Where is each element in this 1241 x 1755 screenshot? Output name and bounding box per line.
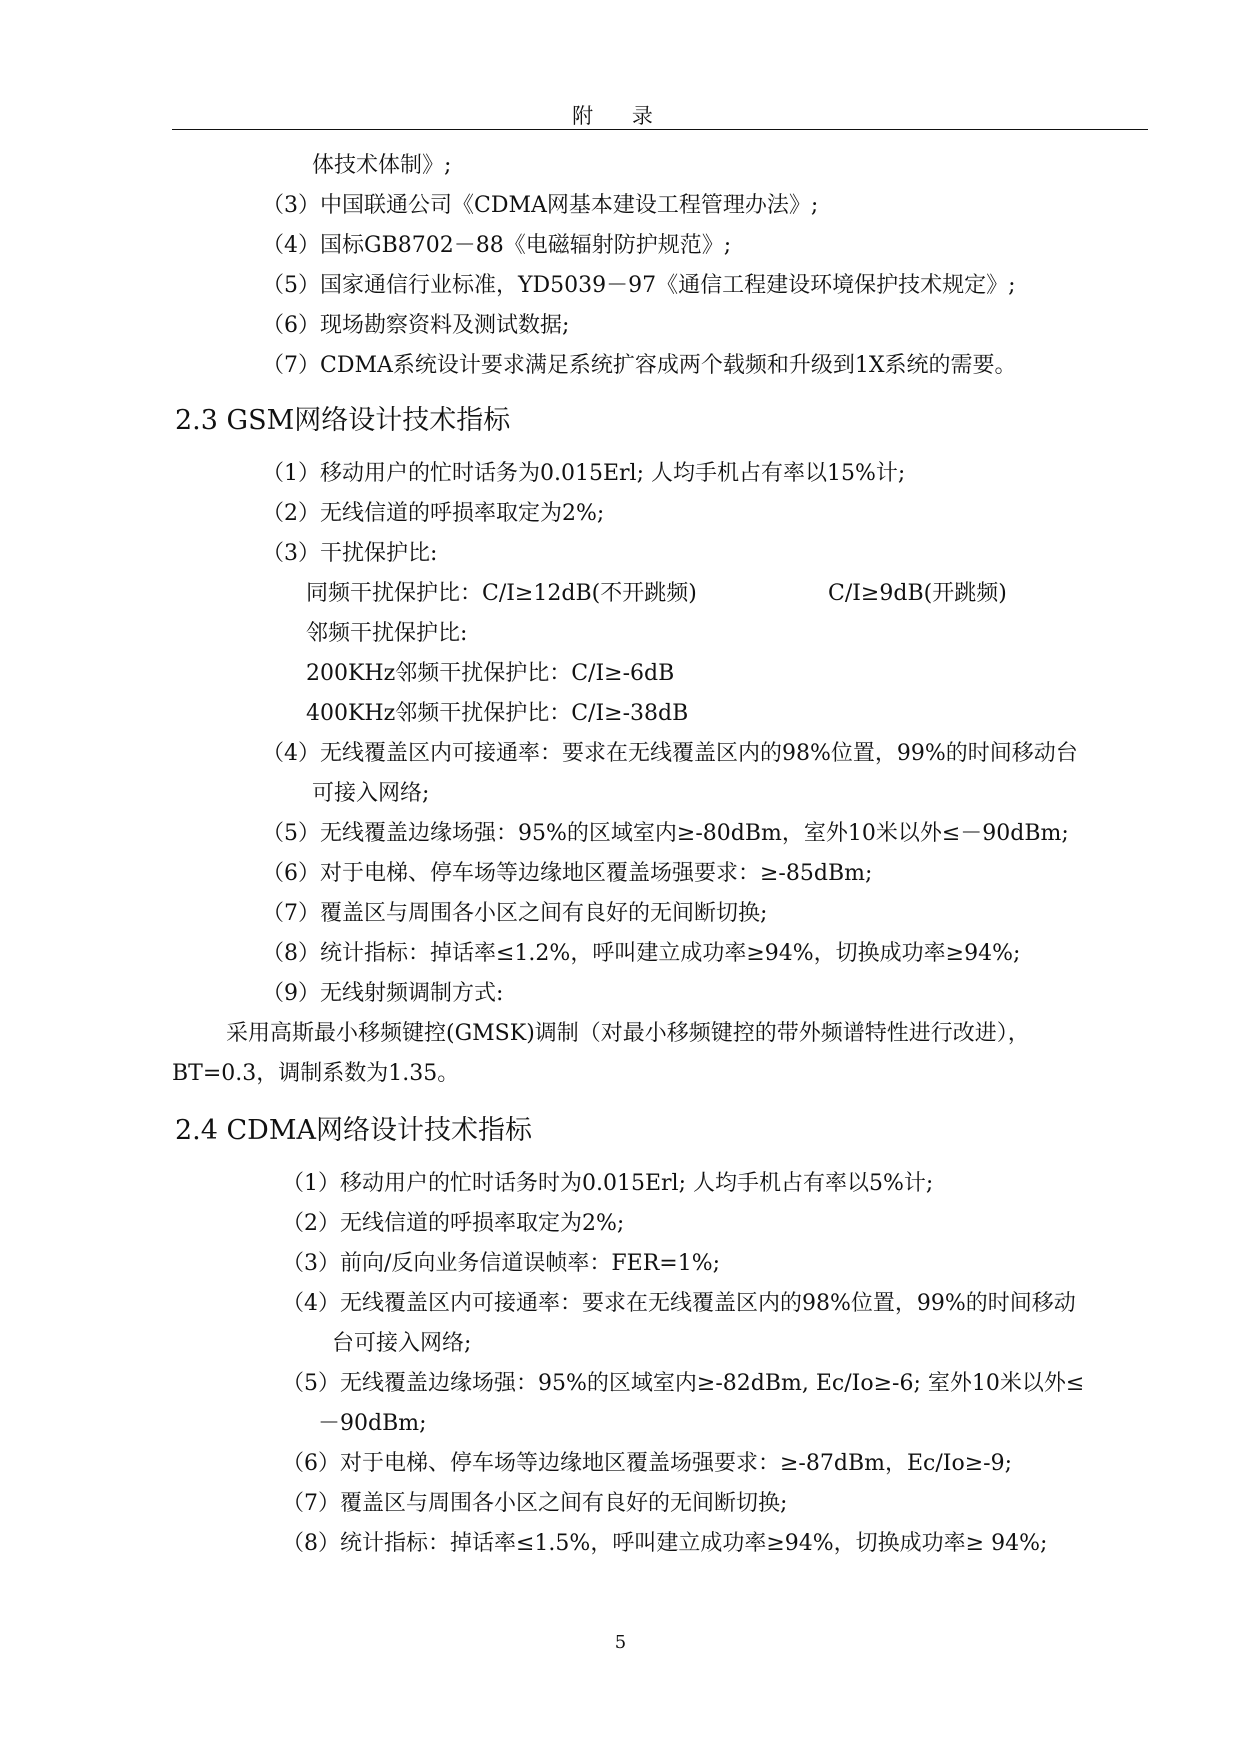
list-item: 200KHz邻频干扰保护比：C/I≥-6dB	[306, 661, 675, 686]
list-item: （5）无线覆盖边缘场强：95%的区域室内≥-80dBm，室外10米以外≤－90dBm;	[262, 821, 1069, 846]
list-item: （2）无线信道的呼损率取定为2%;	[282, 1211, 625, 1236]
paragraph-line: BT=0.3，调制系数为1.35。	[172, 1061, 460, 1086]
list-item: （3）中国联通公司《CDMA网基本建设工程管理办法》;	[262, 193, 819, 218]
list-item: （4）无线覆盖区内可接通率：要求在无线覆盖区内的98%位置，99%的时间移动	[282, 1291, 1076, 1316]
header-rule	[172, 129, 1148, 130]
list-item: 体技术体制》;	[312, 153, 452, 178]
list-item: （6）对于电梯、停车场等边缘地区覆盖场强要求：≥-87dBm，Ec/Io≥-9;	[282, 1451, 1012, 1476]
list-item: 可接入网络;	[312, 781, 430, 806]
list-item: （3）前向/反向业务信道误帧率：FER=1%;	[282, 1251, 721, 1276]
list-item: 台可接入网络;	[332, 1331, 472, 1356]
page-header: 附 录	[572, 104, 669, 128]
list-item: C/I≥9dB(开跳频)	[828, 581, 1007, 606]
list-item: （3）干扰保护比:	[262, 541, 438, 566]
list-item: （8）统计指标：掉话率≤1.5%，呼叫建立成功率≥94%，切换成功率≥ 94%;	[282, 1531, 1048, 1556]
page-number: 5	[614, 1632, 627, 1653]
paragraph-line: 采用高斯最小移频键控(GMSK)调制（对最小移频键控的带外频谱特性进行改进），	[226, 1021, 1030, 1046]
section-heading-2-3: 2.3 GSM网络设计技术指标	[175, 405, 511, 436]
list-item: （9）无线射频调制方式:	[262, 981, 504, 1006]
list-item: （5）国家通信行业标准，YD5039－97《通信工程建设环境保护技术规定》;	[262, 273, 1016, 298]
list-item: （4）无线覆盖区内可接通率：要求在无线覆盖区内的98%位置，99%的时间移动台	[262, 741, 1078, 766]
list-item: （7）覆盖区与周围各小区之间有良好的无间断切换;	[282, 1491, 788, 1516]
list-item: （7）CDMA系统设计要求满足系统扩容成两个载频和升级到1X系统的需要。	[262, 353, 1017, 378]
list-item: （7）覆盖区与周围各小区之间有良好的无间断切换;	[262, 901, 768, 926]
list-item: 同频干扰保护比：C/I≥12dB(不开跳频)	[306, 581, 697, 606]
list-item: （2）无线信道的呼损率取定为2%;	[262, 501, 605, 526]
list-item: －90dBm;	[318, 1411, 427, 1436]
list-item: （6）现场勘察资料及测试数据;	[262, 313, 570, 338]
list-item: （6）对于电梯、停车场等边缘地区覆盖场强要求：≥-85dBm;	[262, 861, 873, 886]
list-item: 400KHz邻频干扰保护比：C/I≥-38dB	[306, 701, 689, 726]
list-item: 邻频干扰保护比:	[306, 621, 468, 646]
list-item: （8）统计指标：掉话率≤1.2%，呼叫建立成功率≥94%，切换成功率≥94%;	[262, 941, 1021, 966]
list-item: （4）国标GB8702－88《电磁辐射防护规范》;	[262, 233, 732, 258]
list-item: （1）移动用户的忙时话务时为0.015Erl; 人均手机占有率以5%计;	[282, 1171, 934, 1196]
list-item: （1）移动用户的忙时话务为0.015Erl; 人均手机占有率以15%计;	[262, 461, 906, 486]
list-item: （5）无线覆盖边缘场强：95%的区域室内≥-82dBm, Ec/Io≥-6; 室外10米以外≤	[282, 1371, 1085, 1396]
section-heading-2-4: 2.4 CDMA网络设计技术指标	[175, 1115, 532, 1146]
